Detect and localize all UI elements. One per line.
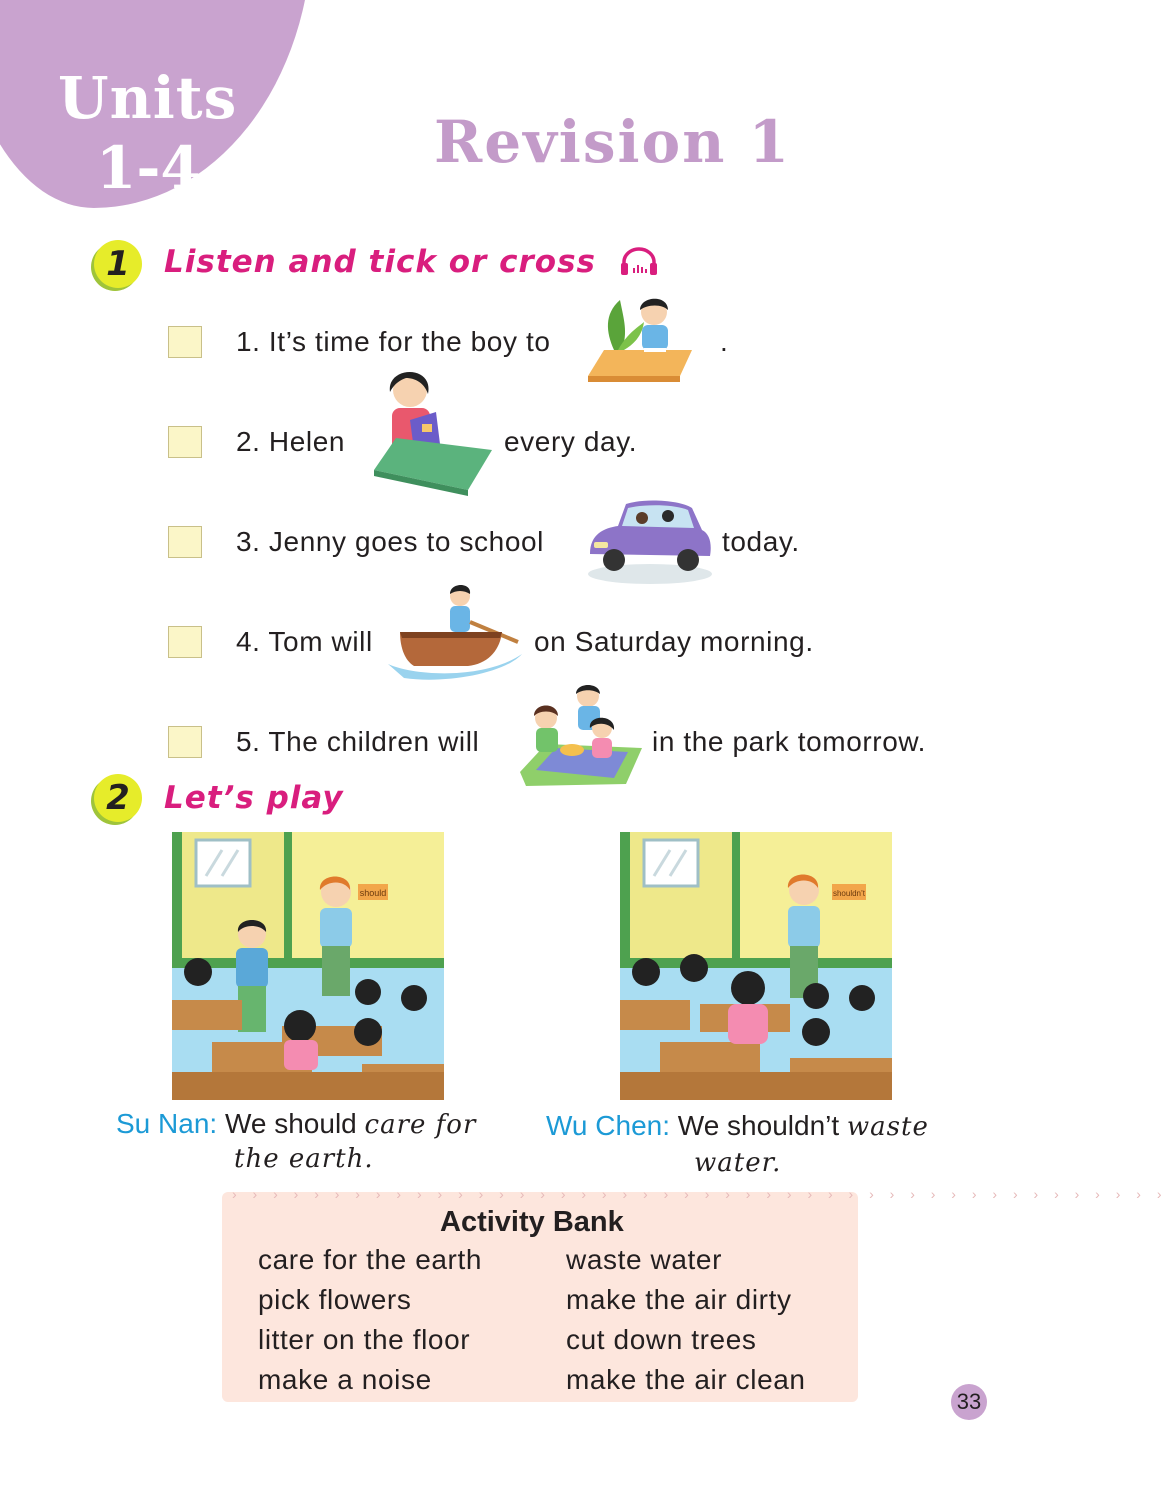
item-2-end: every day.	[504, 426, 638, 457]
girl-reading-book-picture	[370, 366, 494, 498]
section-1-badge: 1	[94, 240, 142, 288]
caption-left-line2: the earth.	[234, 1144, 374, 1174]
item-5-text: 5. The children will	[236, 726, 480, 757]
purple-car-picture	[584, 494, 716, 590]
caption-right-line1	[546, 1110, 929, 1142]
answer-checkbox-1[interactable]	[168, 326, 202, 358]
activity-right-1: waste water	[566, 1244, 722, 1275]
section-2-title: Let’s play	[164, 780, 344, 816]
item-1-text: 1. It’s time for the boy to	[236, 326, 551, 357]
caption-right-text: We shouldn’t	[677, 1110, 840, 1141]
headphones-icon[interactable]	[620, 246, 658, 276]
classroom-picture-right	[620, 832, 892, 1100]
page-number: 33	[951, 1384, 987, 1420]
shouldnt-sign: shouldn’t	[832, 889, 866, 898]
classroom-picture-left	[172, 832, 444, 1100]
activity-left-4: make a noise	[258, 1364, 432, 1395]
answer-checkbox-3[interactable]	[168, 526, 202, 558]
activity-left-1: care for the earth	[258, 1244, 483, 1275]
speaker-wu-chen: Wu Chen:	[546, 1110, 670, 1141]
activity-bank-border-decoration: › › › › › › › › › › › › › › › › › › › › › › › › › › › › › › › › › › › › › › › › › › › › › ›	[232, 1186, 1168, 1202]
caption-right-line2: water.	[694, 1148, 782, 1178]
answer-checkbox-4[interactable]	[168, 626, 202, 658]
boy-watering-plant-picture	[584, 292, 696, 384]
should-sign: should	[359, 888, 387, 898]
caption-left-phrase: care for	[364, 1110, 477, 1140]
page-title: Revision 1	[434, 108, 791, 176]
answer-checkbox-2[interactable]	[168, 426, 202, 458]
boy-rowing-boat-picture	[384, 584, 526, 684]
units-range: 1-4	[96, 134, 201, 202]
section-1-title: Listen and tick or cross	[164, 244, 596, 280]
caption-left-text: We should	[224, 1108, 357, 1139]
caption-left-line1	[116, 1108, 476, 1140]
activity-right-3: cut down trees	[566, 1324, 757, 1355]
item-1-end: .	[720, 326, 729, 357]
children-picnic-picture	[516, 684, 644, 788]
activity-left-3: litter on the floor	[258, 1324, 471, 1355]
activity-left-2: pick flowers	[258, 1284, 412, 1315]
item-3-text: 3. Jenny goes to school	[236, 526, 544, 557]
speaker-su-nan: Su Nan:	[116, 1108, 218, 1139]
answer-checkbox-5[interactable]	[168, 726, 202, 758]
activity-bank-title: Activity Bank	[440, 1206, 624, 1238]
item-5-end: in the park tomorrow.	[652, 726, 927, 757]
item-4-end: on Saturday morning.	[534, 626, 814, 657]
item-2-text: 2. Helen	[236, 426, 346, 457]
caption-right-phrase: waste	[846, 1112, 929, 1142]
activity-right-4: make the air clean	[566, 1364, 806, 1395]
item-3-end: today.	[722, 526, 800, 557]
section-2-badge: 2	[94, 774, 142, 822]
activity-right-2: make the air dirty	[566, 1284, 792, 1315]
units-label: Units	[58, 64, 238, 132]
item-4-text: 4. Tom will	[236, 626, 373, 657]
